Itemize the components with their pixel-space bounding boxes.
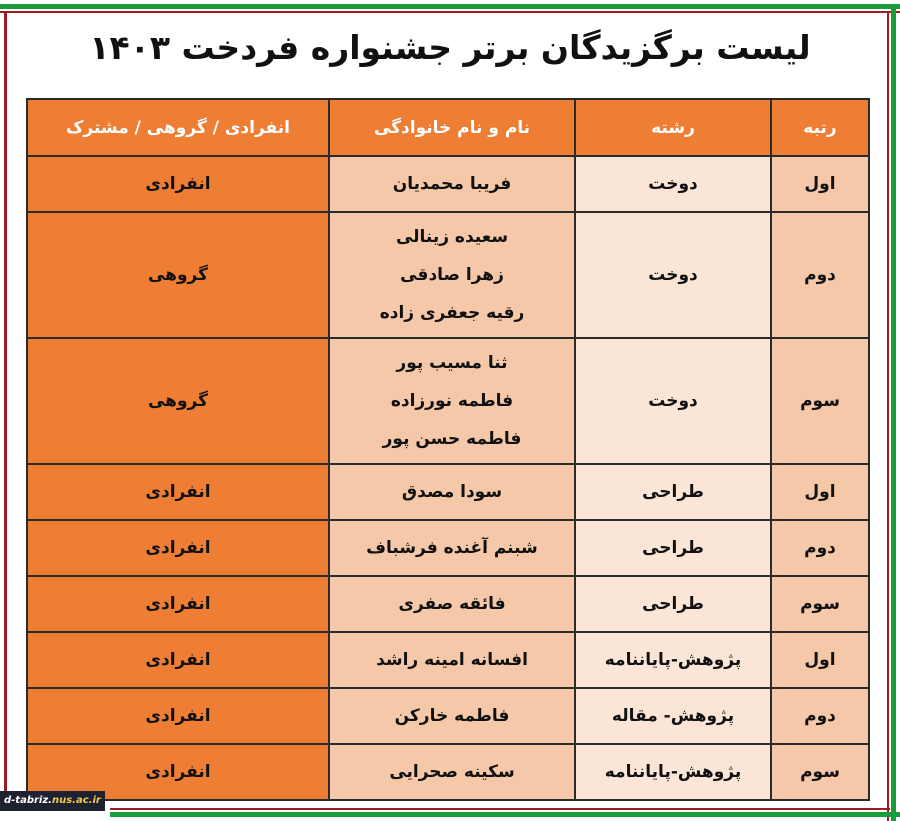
site-watermark — [0, 791, 105, 811]
table-row — [27, 632, 869, 688]
member-name: فاطمه خارکن — [394, 706, 510, 726]
name-cell — [329, 338, 575, 464]
field-cell: طراحی — [575, 464, 771, 520]
member-name: فاطمه نورزاده — [390, 391, 514, 411]
rank-cell: دوم — [771, 212, 869, 338]
member-name: افسانه امینه راشد — [376, 650, 528, 670]
name-cell — [329, 520, 575, 576]
frame-red-bottom — [110, 808, 890, 810]
frame-green-bottom — [110, 812, 900, 817]
field-cell: دوخت — [575, 212, 771, 338]
table-row — [27, 688, 869, 744]
name-cell — [329, 156, 575, 212]
name-cell — [329, 632, 575, 688]
frame-red-left — [4, 11, 7, 801]
name-cell — [329, 464, 575, 520]
member-name: سکینه صحرایی — [389, 762, 515, 782]
rank-cell: دوم — [771, 688, 869, 744]
page-title: لیست برگزیدگان برتر جشنواره فردخت ۱۴۰۳ — [89, 28, 811, 67]
rank-cell: اول — [771, 156, 869, 212]
rank-cell: سوم — [771, 576, 869, 632]
member-name: فریبا محمدیان — [392, 174, 512, 194]
table-header-row — [27, 99, 869, 156]
member-name: ثنا مسیب پور — [396, 353, 508, 373]
type-cell: گروهی — [27, 212, 329, 338]
frame-red-right — [887, 11, 889, 821]
type-cell: انفرادی — [27, 520, 329, 576]
member-name: سودا مصدق — [401, 482, 503, 502]
member-name: سعیده زینالی — [395, 227, 509, 247]
field-cell: پژوهش-پایاننامه — [575, 632, 771, 688]
rank-cell: اول — [771, 464, 869, 520]
watermark-prefix: d-tabriz. — [4, 795, 52, 806]
field-cell: طراحی — [575, 520, 771, 576]
header-name: نام و نام خانوادگی — [329, 99, 575, 156]
type-cell: انفرادی — [27, 688, 329, 744]
type-cell: انفرادی — [27, 632, 329, 688]
table-row — [27, 156, 869, 212]
type-cell: گروهی — [27, 338, 329, 464]
table-row — [27, 744, 869, 800]
frame-green-right — [891, 4, 896, 821]
member-name: فائقه صفری — [398, 594, 506, 614]
member-name: شبنم آغنده فرشباف — [366, 538, 538, 558]
rank-cell: اول — [771, 632, 869, 688]
field-cell: پژوهش- مقاله — [575, 688, 771, 744]
field-cell: طراحی — [575, 576, 771, 632]
type-cell: انفرادی — [27, 464, 329, 520]
member-name: رقیه جعفری زاده — [379, 303, 525, 323]
name-cell — [329, 744, 575, 800]
table-row — [27, 520, 869, 576]
type-cell: انفرادی — [27, 744, 329, 800]
header-field: رشته — [575, 99, 771, 156]
frame-red-top — [0, 11, 900, 13]
type-cell: انفرادی — [27, 576, 329, 632]
name-cell — [329, 212, 575, 338]
name-cell — [329, 576, 575, 632]
member-name: فاطمه حسن پور — [382, 429, 522, 449]
rank-cell: سوم — [771, 744, 869, 800]
field-cell: دوخت — [575, 156, 771, 212]
table-row — [27, 212, 869, 338]
table-body — [27, 156, 869, 800]
winners-table — [26, 98, 870, 801]
table-row — [27, 338, 869, 464]
frame-green-top — [0, 4, 900, 9]
header-type: انفرادی / گروهی / مشترک — [27, 99, 329, 156]
rank-cell: سوم — [771, 338, 869, 464]
rank-cell: دوم — [771, 520, 869, 576]
type-cell: انفرادی — [27, 156, 329, 212]
field-cell: دوخت — [575, 338, 771, 464]
member-name: زهرا صادقی — [400, 265, 504, 285]
header-rank: رتبه — [771, 99, 869, 156]
field-cell: پژوهش-پایاننامه — [575, 744, 771, 800]
table-row — [27, 576, 869, 632]
name-cell — [329, 688, 575, 744]
watermark-domain: nus.ac.ir — [51, 795, 101, 806]
table-row — [27, 464, 869, 520]
